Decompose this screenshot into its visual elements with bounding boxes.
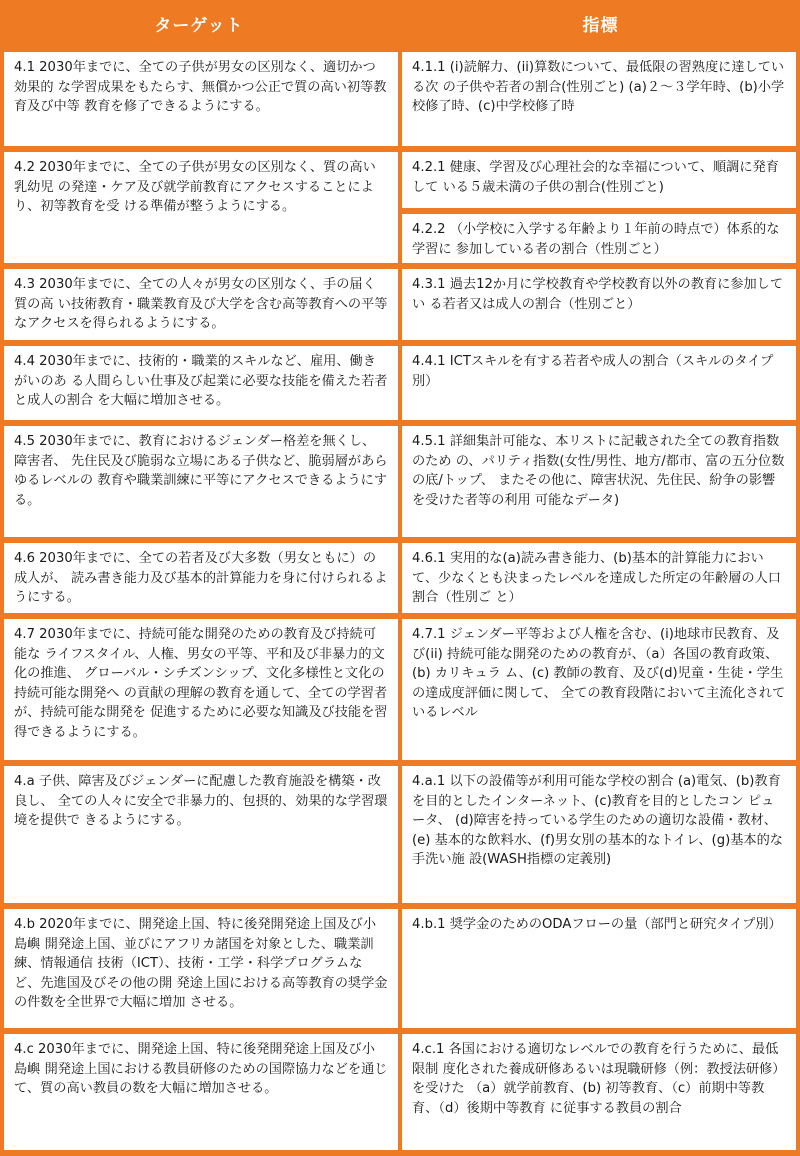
target-cell: 4.7 2030年までに、持続可能な開発のための教育及び持続可能な ライフスタイル、人権、男女の平等、平和及び非暴力的文化の推進、 グローバル・シチズンシップ、文化多様性と文化の持続可能な開発へ の貢献の理解の教育を通して、全ての学習者が、持続可能な開発を 促進するために必要な知識及び技能を習得できるようにする。: [4, 619, 398, 760]
indicator-cell: 4.2.1 健康、学習及び心理社会的な幸福について、順調に発育して いる５歳未満の子供の割合(性別ごと): [402, 152, 796, 208]
target-cell: 4.5 2030年までに、教育におけるジェンダー格差を無くし、障害者、 先住民及び脆弱な立場にある子供など、脆弱層があらゆるレベルの 教育や職業訓練に平等にアクセスできるようにする。: [4, 426, 398, 537]
target-cell: 4.4 2030年までに、技術的・職業的スキルなど、雇用、働きがいのあ る人間らしい仕事及び起業に必要な技能を備えた若者と成人の割合 を大幅に増加させる。: [4, 346, 398, 420]
target-cell: 4.2 2030年までに、全ての子供が男女の区別なく、質の高い乳幼児 の発達・ケア及び就学前教育にアクセスすることにより、初等教育を受 ける準備が整うようにする。: [4, 152, 398, 263]
indicator-cell: 4.2.2 （小学校に入学する年齢より１年前の時点で）体系的な学習に 参加している者の割合（性別ごと）: [402, 214, 796, 263]
indicator-cell: 4.5.1 詳細集計可能な、本リストに記載された全ての教育指数のため の、パリティ指数(女性/男性、地方/都市、富の五分位数の底/トップ、 またその他に、障害状況、先住民、紛争の影響を受けた者等の利用 可能なデータ): [402, 426, 796, 537]
target-cell: 4.c 2030年までに、開発途上国、特に後発開発途上国及び小島嶼 開発途上国における教員研修のための国際協力などを通じて、質の高い教員の数を大幅に増加させる。: [4, 1034, 398, 1150]
target-cell: 4.b 2020年までに、開発途上国、特に後発開発途上国及び小島嶼 開発途上国、並びにアフリカ諸国を対象とした、職業訓練、情報通信 技術（ICT）、技術・工学・科学プログラムなど、先進国及びその他の開 発途上国における高等教育の奨学金の件数を全世界で大幅に増加 させる。: [4, 909, 398, 1028]
indicator-cell: 4.7.1 ジェンダー平等および人権を含む、(i)地球市民教育、及び(ii) 持続可能な開発のための教育が、（a）各国の教育政策、(b) カリキュラ ム、(c) 教師の教育、及び(d)児童・生徒・学生の達成度評価に関して、 全ての教育段階において主流化されているレベル: [402, 619, 796, 760]
target-cell: 4.a 子供、障害及びジェンダーに配慮した教育施設を構築・改良し、 全ての人々に安全で非暴力的、包摂的、効果的な学習環境を提供で きるようにする。: [4, 766, 398, 903]
indicator-cell: 4.1.1 (i)読解力、(ii)算数について、最低限の習熟度に達している次 の子供や若者の割合(性別ごと) (a)２〜３学年時、(b)小学校修了時、(c)中学校修了時: [402, 52, 796, 146]
target-cell: 4.1 2030年までに、全ての子供が男女の区別なく、適切かつ効果的 な学習成果をもたらす、無償かつ公正で質の高い初等教育及び中等 教育を修了できるようにする。: [4, 52, 398, 146]
indicator-cell: 4.3.1 過去12か月に学校教育や学校教育以外の教育に参加してい る若者又は成人の割合（性別ごと）: [402, 269, 796, 340]
indicator-cell: 4.c.1 各国における適切なレベルでの教育を行うために、最低限制 度化された養成研修あるいは現職研修（例：教授法研修）を受けた （a）就学前教育、(b) 初等教育、（c）前期中等教育、（d）後期中等教育 に従事する教員の割合: [402, 1034, 796, 1150]
header-target: ターゲット: [154, 15, 244, 36]
target-cell: 4.3 2030年までに、全ての人々が男女の区別なく、手の届く質の高 い技術教育・職業教育及び大学を含む高等教育への平等なアクセスを得られるようにする。: [4, 269, 398, 340]
indicator-cell: 4.a.1 以下の設備等が利用可能な学校の割合 (a)電気、(b)教育を目的としたインターネット、(c)教育を目的としたコン ピュータ、 (d)障害を持っている学生のための適切な設備・教材、 (e) 基本的な飲料水、(f)男女別の基本的なトイレ、(g)基本的な手洗い施 設(WASH指標の定義別): [402, 766, 796, 903]
indicator-cell: 4.6.1 実用的な(a)読み書き能力、(b)基本的計算能力において、少なくとも決まったレベルを達成した所定の年齢層の人口割合（性別ご と）: [402, 543, 796, 613]
indicator-cell: 4.4.1 ICTスキルを有する若者や成人の割合（スキルのタイプ別）: [402, 346, 796, 420]
header-indicator: 指標: [582, 15, 619, 36]
target-cell: 4.6 2030年までに、全ての若者及び大多数（男女ともに）の成人が、 読み書き能力及び基本的計算能力を身に付けられるようにする。: [4, 543, 398, 613]
indicator-cell: 4.b.1 奨学金のためのODAフローの量（部門と研究タイプ別）: [402, 909, 796, 1028]
